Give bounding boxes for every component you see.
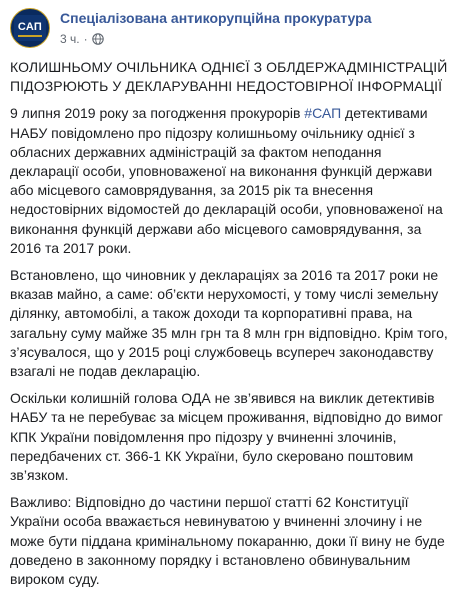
meta-separator: · (83, 32, 88, 46)
globe-icon[interactable] (92, 33, 104, 45)
post-title: КОЛИШНЬОМУ ОЧІЛЬНИКА ОДНІЄЇ З ОБЛДЕРЖАДМІНІСТРАЦІЙ ПІДОЗРЮЮТЬ У ДЕКЛАРУВАННІ НЕДОСТОВІРНОЇ ІНФОРМАЦІЇ (10, 59, 448, 95)
paragraph-2: Встановлено, що чиновник у деклараціях за 2016 та 2017 роки не вказав майно, а саме: об’єкти нерухомості, у тому числі земельну ділянку, автомобілі, а також доходи та корпоративні права, на загальну суму майже 35 млн грн та 8 млн грн відповідно. Крім того, з’ясувалося, що у 2015 році службовець всупереч законодавству взагалі не подав декларацію. (10, 267, 448, 380)
paragraph-1-rest: детективами НАБУ повідомлено про підозру колишньому очільнику однієї з обласних державних адміністрацій за фактом неподання декларації особи, уповноваженої на виконання функцій держави або місцевого самоврядування, за 2015 рік та внесення недостовірних відомостей до декларацій особи, уповноваженої на виконання функцій держави або місцевого самоврядування, за 2016 та 2017 роки. (10, 105, 443, 256)
hashtag-link-sap[interactable]: #САП (304, 105, 342, 122)
avatar-logo-text: САП (17, 21, 43, 33)
paragraph-1 (10, 104, 453, 258)
avatar-logo (14, 15, 46, 41)
paragraph-1-start: 9 липня 2019 року за погодження прокурорів (10, 105, 305, 122)
post-body (10, 58, 453, 597)
paragraph-3: Оскільки колишній голова ОДА не зв’явився на виклик детективів НАБУ та не перебуває за місцем проживання, відповідно до вимог КПК України повідомлення про підозру у вчиненні злочинів, передбачених ст. 366-1 КК України, було скеровано поштовим зв’язком. (10, 390, 443, 484)
avatar-logo-underline (18, 35, 42, 37)
page-name-link[interactable]: Спеціалізована антикорупційна прокуратура (60, 10, 372, 26)
post-timestamp[interactable]: 3 ч. (60, 32, 80, 46)
page-avatar[interactable] (10, 8, 50, 48)
post-meta (60, 32, 104, 46)
paragraph-4: Важливо: Відповідно до частини першої статті 62 Конституції України особа вважається невинуватою у вчиненні злочину і не може бути піддана кримінальному покаранню, доки її вину не буде доведено в законному порядку і встановлено обвинувальним вироком суду. (10, 494, 445, 588)
